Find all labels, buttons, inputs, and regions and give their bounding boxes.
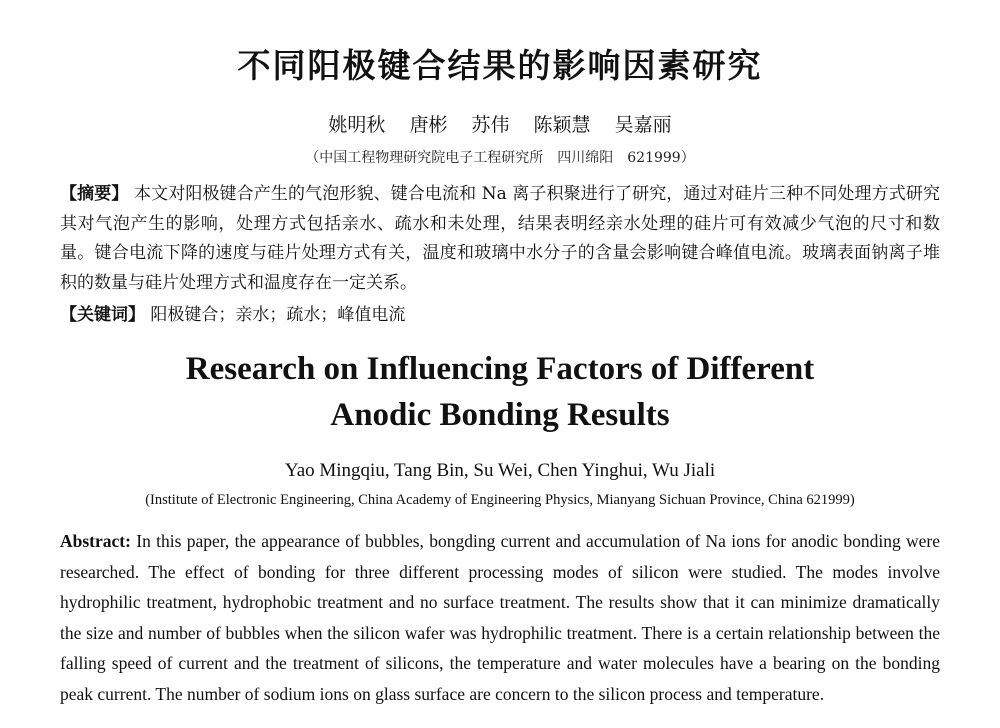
chinese-abstract [60, 180, 940, 298]
chinese-affiliation: （中国工程物理研究院电子工程研究所 四川绵阳 621999） [305, 150, 695, 166]
chinese-keywords-text: 阳极键合；亲水；疏水；峰值电流 [150, 305, 406, 325]
chinese-abstract-text: 本文对阳极键合产生的气泡形貌、键合电流和 Na 离子积聚进行了研究，通过对硅片三种不同处理方式研究其对气泡产生的影响，处理方式包括亲水、疏水和未处理，结果表明经亲水处理的硅片可有效减少气泡的尺寸和数量。键合电流下降的速度与硅片处理方式有关，温度和玻璃中水分子的含量会影响键合峰值电流。玻璃表面钠离子堆积的数量与硅片处理方式和温度存在一定关系。 [60, 184, 941, 293]
english-title-line-2: Anodic Bonding Results [330, 397, 670, 433]
chinese-abstract-label: 【摘要】 [60, 184, 129, 204]
chinese-keywords-label: 【关键词】 [60, 305, 145, 325]
english-affiliation: (Institute of Electronic Engineering, China Academy of Engineering Physics, Mianyang Sichuan Province, China 621999) [145, 492, 855, 508]
english-authors: Yao Mingqiu, Tang Bin, Su Wei, Chen Yinghui, Wu Jiali [284, 460, 716, 481]
english-title-line-1: Research on Influencing Factors of Different [185, 351, 815, 387]
english-abstract-text: In this paper, the appearance of bubbles, bongding current and accumulation of Na ions for anodic bonding were researched. The effect of bonding for three different processing modes of silicon were studied. The modes involve hydrophilic treatment, hydrophobic treatment and no surface treatment. The results show that it can minimize dramatically the size and number of bubbles when the silicon wafer was hydrophilic treatment. There is a certain relationship between the falling speed of current and the treatment of silicons, the temperature and water molecules have a bearing on the bonding peak current. The number of sodium ions on glass surface are concern to the silicon process and temperature. [60, 531, 941, 704]
chinese-authors: 姚明秋 唐彬 苏伟 陈颖慧 吴嘉丽 [328, 114, 672, 136]
chinese-title: 不同阳极键合结果的影响因素研究 [237, 46, 763, 85]
english-title [0, 346, 1000, 438]
english-abstract-label: Abstract: [60, 531, 131, 551]
chinese-keywords [60, 301, 940, 331]
english-abstract [60, 526, 940, 709]
